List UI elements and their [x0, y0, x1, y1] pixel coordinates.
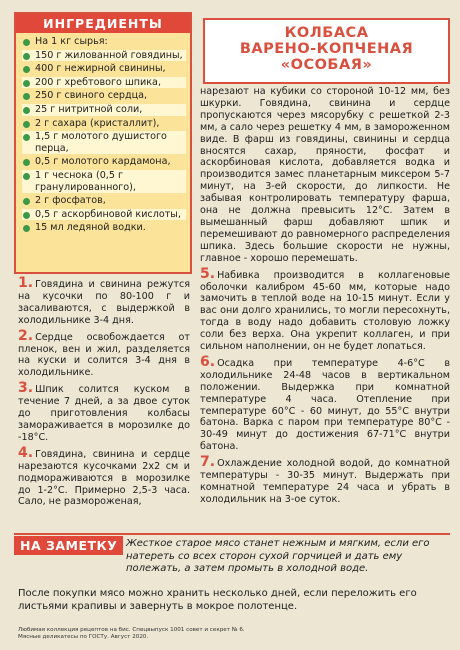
step-number: 2. — [18, 327, 34, 344]
ingredient-item: 250 г свиного сердца, — [22, 90, 186, 102]
title-line: «ОСОБАЯ» — [280, 57, 373, 73]
title-line: КОЛБАСА — [284, 25, 369, 41]
step-number: 1. — [18, 275, 34, 291]
right-column — [200, 86, 450, 510]
ingredient-item: 1 г чеснока (0,5 г гранулированного), — [22, 170, 186, 193]
step-number: 6. — [200, 353, 216, 370]
step-7 — [200, 454, 450, 506]
step-4-continued: нарезают на кубики со стороной 10-12 мм, без шкурки. Говядина, свинина и сердце пропускаются через мясорубку с решеткой 2-3 мм, а сало через решетку 4 мм, в замороженном виде. В фарш из говядины, свинины и сердца вносятся сахар, пряности, фосфат и аскорбиновая кислота, добавляется водка и производится замес планетарным миксером 5-7 минут, на 3-ей скорости, до липкости. Не забывая контролировать температуру фарша, она не должна превысить 12°С. Затем в вымешанный фарш добавляют шпик и перемешивают до равномерного распределения шпика. Здесь большие скорости не нужны, главное - хорошо перемешать. — [200, 86, 450, 264]
ingredients-header: ИНГРЕДИЕНТЫ — [16, 14, 190, 33]
note-label: НА ЗАМЕТКУ — [14, 536, 123, 555]
step-text: Говядина, свинина и сердце нарезаются кусочками 2х2 см и подмораживаются в морозилке до 1-2°С. Примерно 2,5-3 часа. Сало, не размороженая, — [18, 448, 190, 508]
step-number: 3. — [18, 380, 34, 397]
note-text: После покупки мясо можно хранить несколько дней, если переложить его листьями крапивы и завернуть в мокрое полотенце. — [18, 588, 417, 612]
note-divider — [14, 533, 450, 535]
step-text: Шпик солится куском в течение 7 дней, а за двое суток до приготовления колбасы замораживается в морозилке до -18°С. — [18, 384, 190, 443]
ingredients-list — [16, 33, 190, 234]
step-number: 4. — [18, 444, 34, 461]
page-footer: Любимая коллекция рецептов на бис. Спецвыпуск 1001 совет и секрет № 6. Мясные деликатесы по ГОСТу. Август 2020. — [18, 627, 245, 640]
ingredient-item: 1,5 г молотого душистого перца, — [22, 131, 186, 154]
ingredient-item: 400 г нежирной свинины, — [22, 63, 186, 75]
step-text: Говядина и свинина режутся на кусочки по 80-100 г и засаливаются, с выдержкой в холодильнике 3-4 дня. — [18, 279, 190, 326]
ingredient-item: На 1 кг сырья: — [22, 36, 186, 48]
note-tip: Жесткое старое мясо станет нежным и мягким, если его натереть со всех сторон сухой горчицей и дать ему полежать, а затем промыть в холодной воде. — [126, 538, 430, 575]
title-line: ВАРЕНО-КОПЧЕНАЯ — [239, 41, 414, 57]
left-column — [18, 275, 190, 512]
step-6 — [200, 353, 450, 453]
step-number: 7. — [200, 454, 216, 471]
step-1 — [18, 275, 190, 327]
step-text: Осадка при температуре 4-6°С в холодильнике 24-48 часов в вертикальном положении. Выдержка при комнатной температуре 4 часа. Отепление при температуре 60°С - 60 минут, до 55°С внутри батона. Варка с паром при температуре 80°С - 30-49 минут до достижения 67-71°С внутри батона. — [200, 357, 450, 453]
step-number: 5. — [200, 265, 216, 282]
ingredient-item: 15 мл ледяной водки. — [22, 222, 186, 234]
step-text: Сердце освобождается от пленок, вен и жил, разделяется на куски и солится 3-4 дня в холодильнике. — [18, 331, 190, 379]
step-text: Набивка производится в коллагеновые оболочки калибром 45-60 мм, которые надо замочить в теплой воде на 10-15 минут. Если у вас они долго хранились, то могли пересохнуть, тогда в воду надо добавить столовую ложку соли без верха. Она укрепит коллаген, и при сильном наполнении, он не будет лопаться. — [200, 269, 450, 353]
ingredient-item: 0,5 г аскорбиновой кислоты, — [22, 209, 186, 221]
step-2 — [18, 327, 190, 380]
ingredients-box — [14, 12, 192, 274]
ingredient-item: 25 г нитритной соли, — [22, 104, 186, 116]
step-text: Охлаждение холодной водой, до комнатной температуры - 30-35 минут. Выдержать при комнатной температуре 24 часа и убрать в холодильник на 3-ое суток. — [200, 458, 450, 505]
ingredient-item: 0,5 г молотого кардамона, — [22, 156, 186, 168]
ingredient-item: 150 г жилованной говядины, — [22, 50, 186, 62]
ingredient-item: 200 г хребтового шпика, — [22, 77, 186, 89]
step-4 — [18, 444, 190, 509]
step-5 — [200, 265, 450, 353]
recipe-title — [203, 18, 450, 84]
ingredient-item: 2 г фосфатов, — [22, 195, 186, 207]
ingredient-item: 2 г сахара (кристаллит), — [22, 118, 186, 130]
step-3 — [18, 380, 190, 444]
